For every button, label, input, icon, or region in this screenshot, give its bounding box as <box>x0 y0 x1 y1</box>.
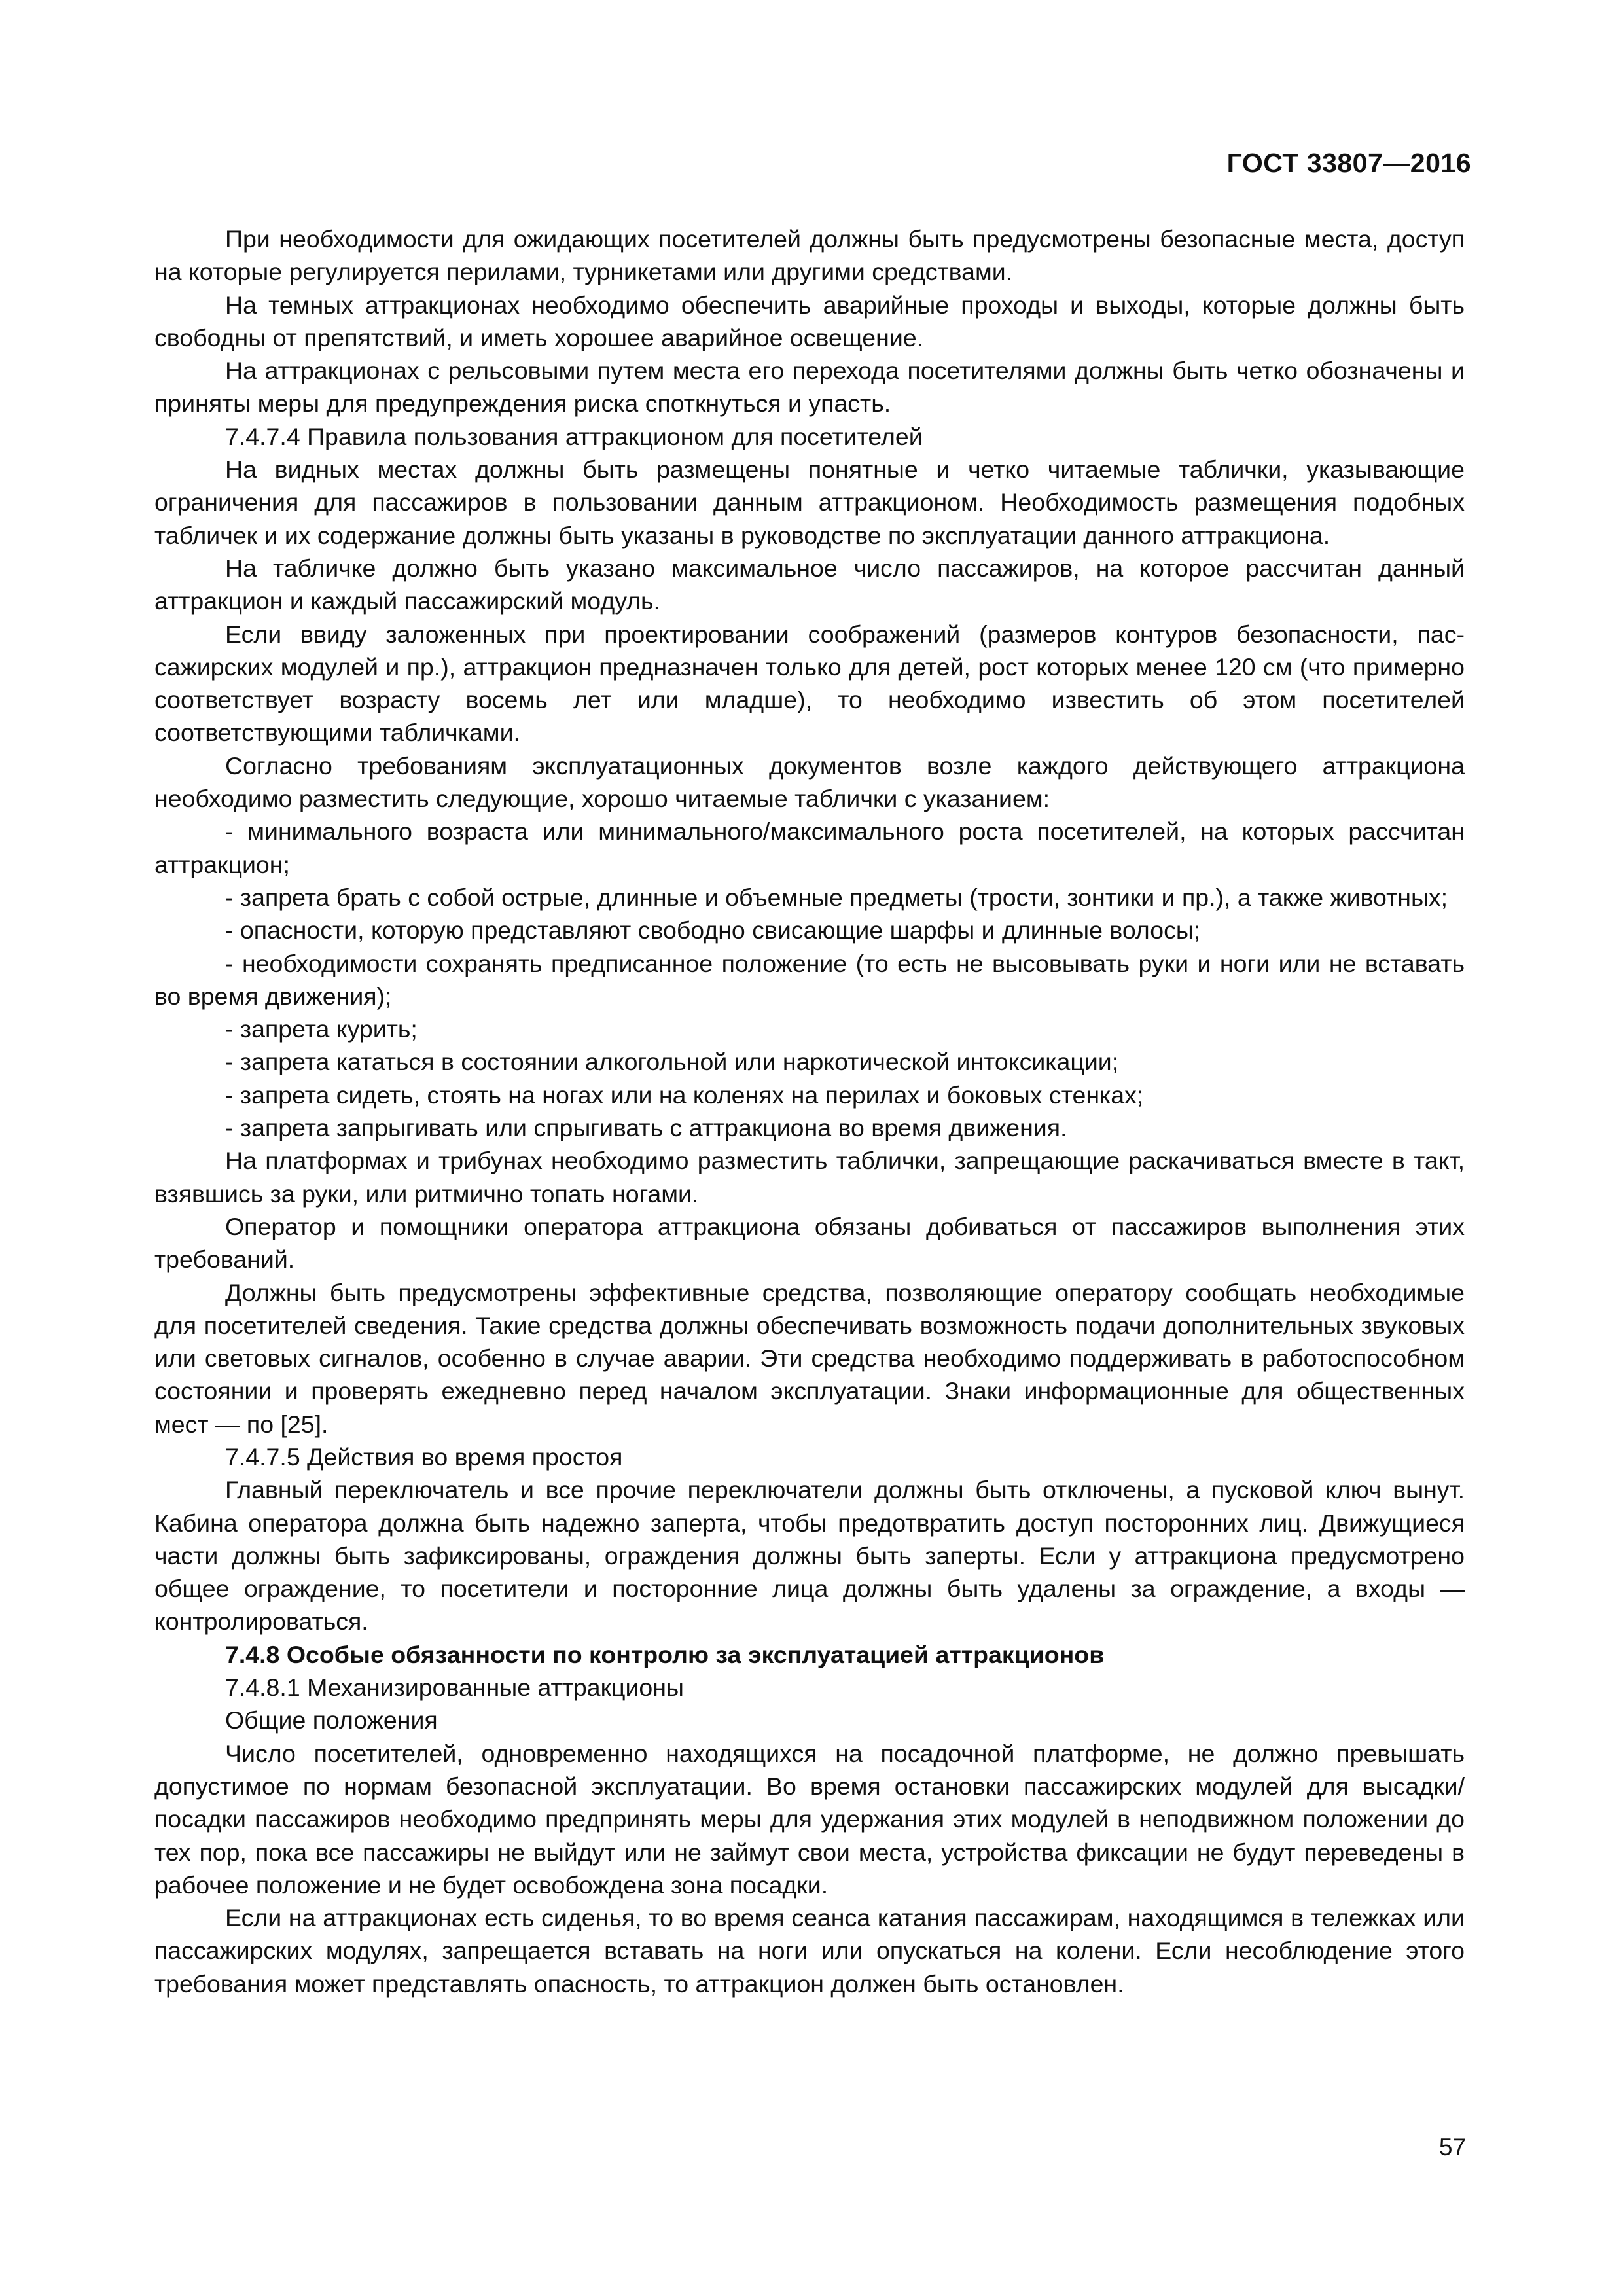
paragraph: На аттракционах с рельсовыми путем места его перехода посетителями должны быть четко обозначены и приняты меры для предупреждения риска споткнуться и упасть. <box>154 357 1465 418</box>
paragraph: - запрета запрыгивать или спрыгивать с аттракциона во время движения. <box>225 1114 1067 1142</box>
paragraph: - запрета кататься в состоянии алкогольной или наркотической интоксикации; <box>225 1048 1119 1076</box>
paragraph: - запрета курить; <box>225 1015 418 1043</box>
paragraph: 7.4.8.1 Механизированные аттракционы <box>225 1674 684 1702</box>
page-number: 57 <box>1438 2134 1466 2161</box>
paragraph: На видных местах должны быть размещены понятные и четко читаемые таблички, указывающие ограничения для пассажиров в пользовании данным аттракционом. Необходимость размещения подобных табличек и их содержание должны быть указаны в руководстве по эксплуатации данного аттракциона. <box>154 456 1465 549</box>
paragraph: На темных аттракционах необходимо обеспечить аварийные проходы и выходы, которые должны быть свободны от препятствий, и иметь хорошее аварийное освещение. <box>154 291 1465 351</box>
paragraph: - необходимости сохранять предписанное положение (то есть не высовывать руки и ноги или не вставать во время движения); <box>154 949 1465 1010</box>
paragraph: Главный переключатель и все прочие переключатели должны быть отключены, а пусковой ключ вынут. Кабина оператора должна быть надежно заперта, чтобы предотвратить доступ посторонних лиц. Движущиеся части должны быть зафиксированы, ограждения должны быть заперты. Если у аттракциона предусмотрено общее ограждение, то посетители и посторонние лица должны быть удалены за ограждение, а входы — контролироваться. <box>154 1476 1465 1636</box>
paragraph: Если ввиду заложенных при проектировании соображений (размеров контуров безопасности, пассажирских модулей и пр.), аттракцион предназначен только для детей, рост которых менее 120 см (что примерно соответствует возрасту восемь лет или младше), то необходимо известить об этом посетителей соответствующими табличками. <box>154 620 1465 747</box>
paragraph: Общие положения <box>225 1706 438 1734</box>
paragraph: - минимального возраста или минимального/максимального роста посетителей, на которых рассчитан аттракцион; <box>154 817 1465 878</box>
paragraph: Если на аттракционах есть сиденья, то во время сеанса катания пассажирам, находящимся в тележках или пассажирских модулях, запрещается вставать на ноги или опускаться на колени. Если несоблюдение этого требования может представлять опасность, то аттракцион должен быть остановлен. <box>154 1904 1465 1998</box>
paragraph: На платформах и трибунах необходимо разместить таблички, запрещающие раскачиваться вместе в такт, взявшись за руки, или ритмично топать ногами. <box>154 1147 1465 1208</box>
paragraph: На табличке должно быть указано максимальное число пассажиров, на которое рассчитан данный аттракцион и каждый пассажирский модуль. <box>154 554 1465 615</box>
document-body <box>154 223 1465 2000</box>
paragraph: - запрета сидеть, стоять на ногах или на коленях на перилах и боковых стенках; <box>225 1081 1144 1109</box>
section-heading: 7.4.8 Особые обязанности по контролю за эксплуатацией аттракционов <box>225 1640 1105 1668</box>
paragraph: Согласно требованиям эксплуатационных документов возле каждого действующего аттракциона необходимо разместить следующие, хорошо читаемые таблички с указанием: <box>154 751 1465 813</box>
paragraph: Число посетителей, одновременно находящихся на посадочной платформе, не должно превышать допустимое по нормам безопасной эксплуатации. Во время остановки пассажирских модулей для высадки/посадки пассажиров необходимо предпринять меры для удержания этих модулей в неподвижном положении до тех пор, пока все пассажиры не выйдут или не займут свои места, устройства фиксации не будут переведены в рабочее положение и не будет освобождена зона посадки. <box>154 1739 1465 1899</box>
document-standard-number: ГОСТ 33807—2016 <box>1226 148 1471 178</box>
paragraph: При необходимости для ожидающих посетителей должны быть предусмотрены безопасные места, доступ на которые регулируется перилами, турникетами или другими средствами. <box>154 225 1465 286</box>
paragraph: - опасности, которую представляют свободно свисающие шарфы и длинные волосы; <box>225 916 1201 944</box>
paragraph: - запрета брать с собой острые, длинные и объемные предметы (трости, зонтики и пр.), а также животных; <box>225 883 1448 911</box>
paragraph: Должны быть предусмотрены эффективные средства, позволяющие оператору сообщать необходимые для посетителей сведения. Такие средства должны обеспечивать возможность подачи дополнительных звуковых или световых сигналов, особенно в случае аварии. Эти средства необходимо поддерживать в работоспособном состоянии и проверять ежедневно перед началом эксплуатации. Знаки информационные для общественных мест — по [25]. <box>154 1278 1465 1438</box>
paragraph: 7.4.7.4 Правила пользования аттракционом для посетителей <box>225 422 923 450</box>
paragraph: 7.4.7.5 Действия во время простоя <box>225 1443 623 1471</box>
paragraph: Оператор и помощники оператора аттракциона обязаны добиваться от пассажиров выполнения этих требований. <box>154 1212 1465 1274</box>
